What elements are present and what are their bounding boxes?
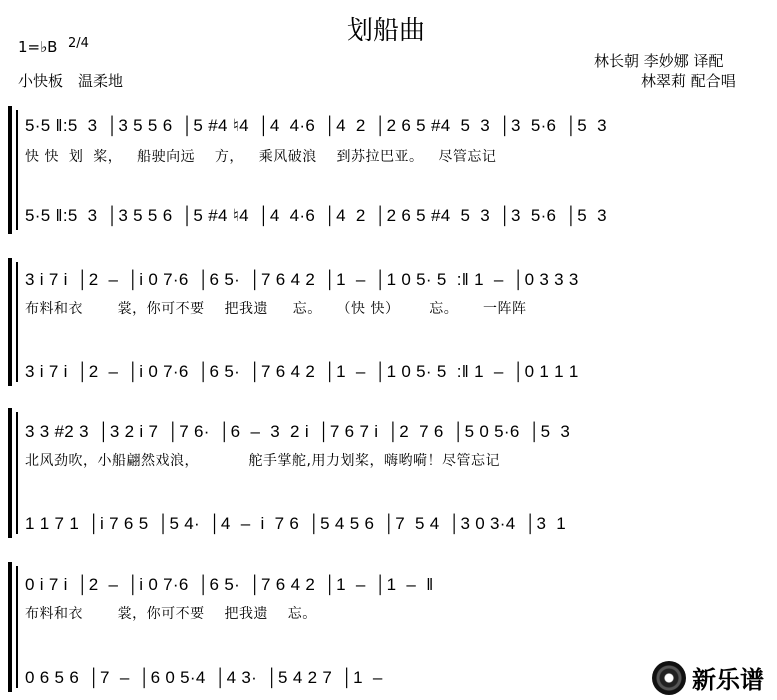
system-1-lyrics: 快 快 划 桨， 船驶向远 方， 乘风破浪 到苏拉巴亚。 尽管忘记: [25, 149, 497, 165]
tempo-expression: 小快板 温柔地: [18, 72, 124, 90]
system-3-upper-notes: 3 3 #2 3 │3 2 i 7 │7 6· │6 – 3 2 i │7 6 7 i │2 7 6 │5 0 5·6 │5 3: [25, 422, 571, 441]
key-signature: 1=♭B: [18, 38, 58, 56]
system-brace: [16, 262, 18, 382]
system-1-upper-notes: 5·5 ‖:5 3 │3 5 5 6 │5 #4 ♮4 │4 4·6 │4 2 │2 6 5 #4 5 3 │3 5·6 │5 3: [25, 116, 607, 135]
system-4-lower-notes: 0 6 5 6 │7 – │6 0 5·4 │4 3· │5 4 2 7 │1 –: [25, 668, 383, 687]
system-2-lower-notes: 3 i 7 i │2 – │i 0 7·6 │6 5· │7 6 4 2 │1 – │1 0 5· 5 :‖ 1 – │0 1 1 1: [25, 362, 579, 381]
system-bracket: [8, 258, 12, 386]
credits-chorus: 林翠莉 配合唱: [641, 72, 736, 90]
time-signature: 2/4: [68, 36, 89, 51]
vinyl-disc-icon: [652, 661, 686, 695]
system-2-upper-notes: 3 i 7 i │2 – │i 0 7·6 │6 5· │7 6 4 2 │1 – │1 0 5· 5 :‖ 1 – │0 3 3 3: [25, 270, 579, 289]
system-brace: [16, 412, 18, 534]
system-bracket: [8, 106, 12, 234]
system-3-lower-notes: 1 1 7 1 │i 7 6 5 │5 4· │4 – i 7 6 │5 4 5 6 │7 5 4 │3 0 3·4 │3 1: [25, 514, 567, 533]
system-1-lower-notes: 5·5 ‖:5 3 │3 5 5 6 │5 #4 ♮4 │4 4·6 │4 2 │2 6 5 #4 5 3 │3 5·6 │5 3: [25, 206, 607, 225]
system-brace: [16, 110, 18, 230]
system-4-lyrics: 布料和衣 裳，你可不要 把我遗 忘。: [25, 606, 317, 622]
credits-arrangement: 林长朝 李妙娜 译配: [594, 52, 724, 70]
system-bracket: [8, 408, 12, 538]
site-logo: [652, 660, 764, 695]
system-bracket: [8, 562, 12, 692]
system-4-upper-notes: 0 i 7 i │2 – │i 0 7·6 │6 5· │7 6 4 2 │1 – │1 – ‖: [25, 575, 434, 594]
system-3-lyrics: 北风劲吹，小船翩然戏浪， 舵手掌舵,用力划桨，嗨哟嗬！尽管忘记: [25, 453, 500, 469]
song-title: 划船曲: [347, 16, 426, 46]
site-logo-text: 新乐谱: [692, 666, 764, 694]
system-2-lyrics: 布料和衣 裳，你可不要 把我遗 忘。 （快 快） 忘。 一阵阵: [25, 301, 527, 317]
system-brace: [16, 566, 18, 688]
